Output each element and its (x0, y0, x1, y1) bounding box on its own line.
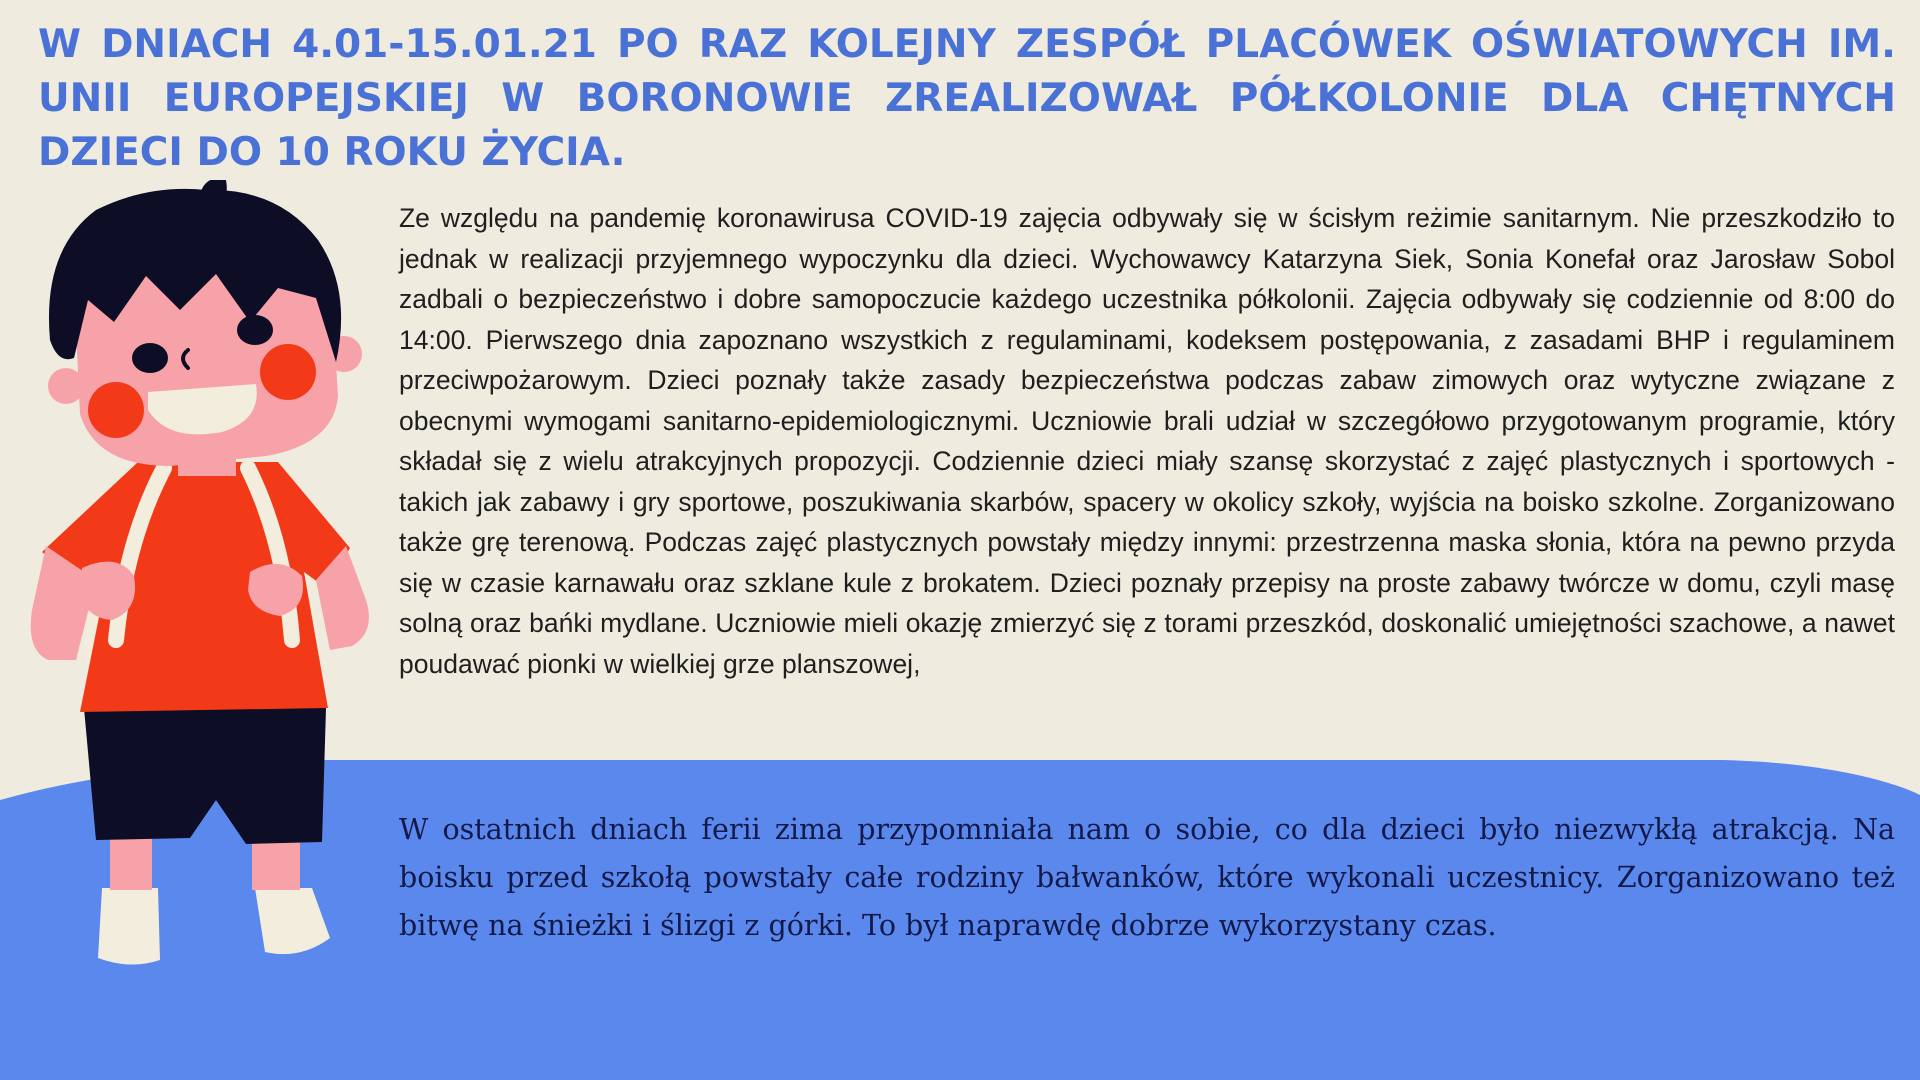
main-paragraph: Ze względu na pandemię koronawirusa COVID-19 zajęcia odbywały się w ścisłym reżimie sanitarnym. Nie przeszkodziło to jednak w realizacji przyjemnego wypoczynku dla dzieci. Wychowawcy Katarzyna Siek, Sonia Konefał oraz Jarosław Sobol zadbali o bezpieczeństwo i dobre samopoczucie każdego uczestnika półkolonii. Zajęcia odbywały się codziennie od 8:00 do 14:00. Pierwszego dnia zapoznano wszystkich z regulaminami, kodeksem postępowania, z zasadami BHP i regulaminem przeciwpożarowym. Dzieci poznały także zasady bezpieczeństwa podczas zabaw zimowych oraz wytyczne związane z obecnymi wymogami sanitarno-epidemiologicznymi. Uczniowie brali udział w szczegółowo przygotowanym programie, który składał się z wielu atrakcyjnych propozycji. Codziennie dzieci miały szansę skorzystać z zajęć plastycznych i sportowych - takich jak zabawy i gry sportowe, poszukiwania skarbów, spacery w okolicy szkoły, wyjścia na boisko szkolne. Zorganizowano także grę terenową. Podczas zajęć plastycznych powstały między innymi: przestrzenna maska słonia, która na pewno przyda się w czasie karnawału oraz szklane kule z brokatem. Dzieci poznały przepisy na proste zabawy twórcze w domu, czyli masę solną oraz bańki mydlane. Uczniowie mieli okazję zmierzyć się z torami przeszkód, doskonalić umiejętności szachowe, a nawet poudawać pionki w wielkiej grze planszowej, (399, 203, 1895, 679)
page-headline: W DNIACH 4.01-15.01.21 PO RAZ KOLEJNY ZESPÓŁ PLACÓWEK OŚWIATOWYCH IM. UNII EUROPEJSKIEJ W BORONOWIE ZREALIZOWAŁ PÓŁKOLONIE DLA CHĘTNYCH DZIECI DO 10 ROKU ŻYCIA. (38, 22, 1896, 175)
boy-with-backpack-illustration (30, 180, 380, 980)
winter-paragraph: W ostatnich dniach ferii zima przypomniała nam o sobie, co dla dzieci było niezwykłą atrakcją. Na boisku przed szkołą powstały całe rodziny bałwanków, które wykonali uczestnicy. Zorganizowano też bitwę na śnieżki i ślizgi z górki. To był naprawdę dobrze wykorzystany czas. (399, 813, 1895, 942)
